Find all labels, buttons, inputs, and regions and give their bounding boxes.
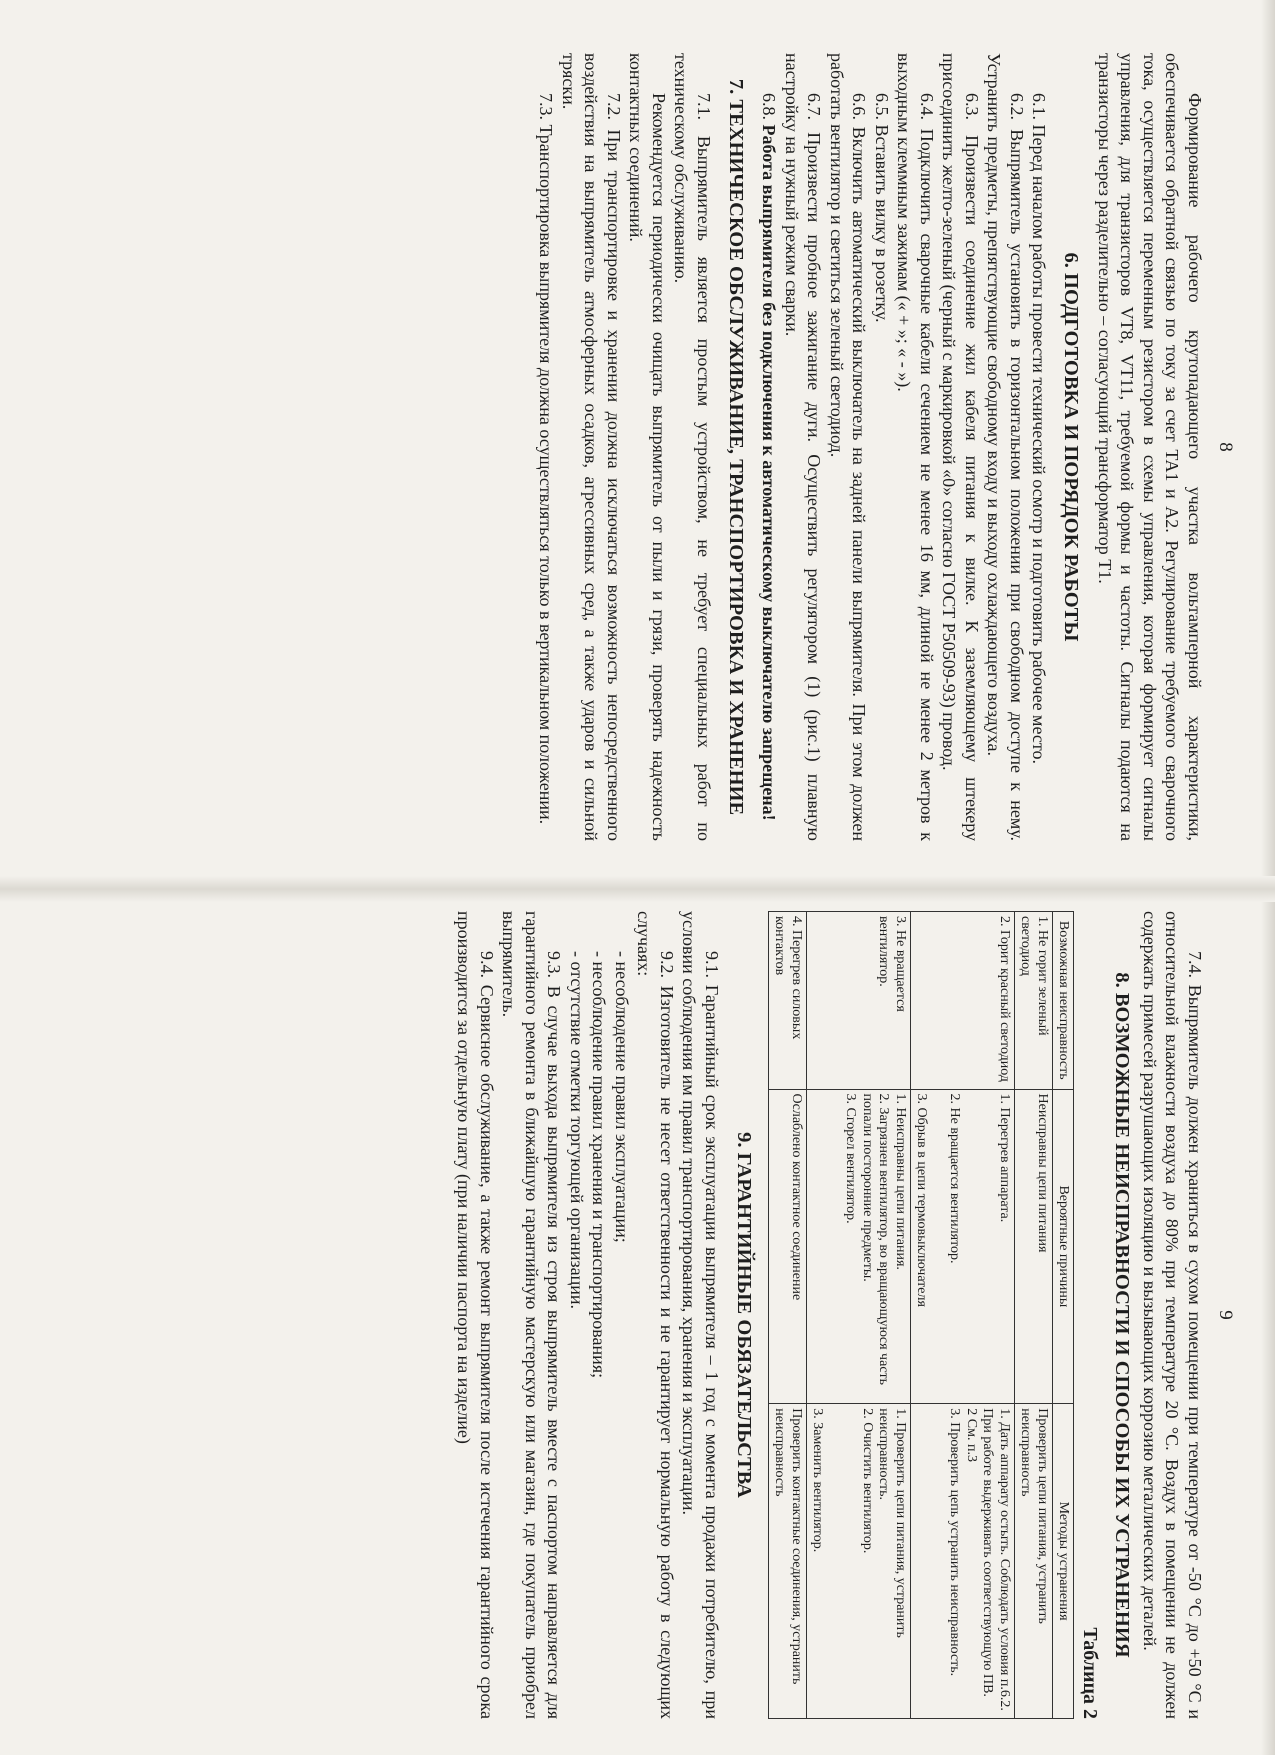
paragraph-9-2: 9.2. Изготовитель не несет ответственности и не гарантирует нормальную работу в следующих случаях: [634,911,677,1719]
paragraph-6-1: 6.1. Перед началом работы провести технический осмотр и подготовить рабочее место. [1029,93,1049,765]
section-7-heading: 7. ТЕХНИЧЕСКОЕ ОБСЛУЖИВАНИЕ, ТРАНСПОРТИРОВКА И ХРАНЕНИЕ [724,78,747,816]
list-item: - несоблюдение правил хранения и транспортирования; [589,951,610,1379]
page-number: 8 [1214,442,1236,452]
table-cell: Проверить цепи питания, устранить неисправность [1015,1404,1053,1719]
table-cell: 1. Неисправны цепи питания. 2. Загрязнен вентилятор, во вращающуюся часть попали посторонние предметы. 3. Сгорел вентилятор. [807,1089,911,1404]
table-title: Таблица 2 [1079,1627,1102,1719]
paragraph-6-8-warning: Работа выпрямителя без подключения к автоматическому выключателю запрещена! [759,124,779,821]
page-9 [78,905,1238,1725]
table-header-cell: Вероятные причины [1053,1089,1075,1404]
list-item: - несоблюдение правил эксплуатации; [612,951,632,1243]
table-row [807,912,911,1719]
page-fold [0,876,1275,902]
page-8 [78,47,1238,847]
section-6-heading: 6. ПОДГОТОВКА И ПОРЯДОК РАБОТЫ [1060,252,1082,642]
table-cell: 2. Горит красный светодиод [911,912,1015,1090]
paragraph-7-1: 7.1. Выпрямитель является простым устройством, не требует специальных работ по техническому обслуживанию. [671,53,714,841]
table-cell: 3. Не вращается вентилятор. [807,912,911,1090]
section-8-heading: 8. ВОЗМОЖНЫЕ НЕИСПРАВНОСТИ И СПОСОБЫ ИХ УСТРАНЕНИЯ [1111,972,1134,1658]
table-row [769,912,807,1719]
page-number: 9 [1215,1310,1236,1320]
paragraph-7-4: 7.4. Выпрямитель должен храниться в сухом помещении при температуре от -50 °С до +50 °С и относительной влажности воздуха до 80% при температуре 20 °С. Воздух в помещении не должен содержать примесей разрушающих изоляцию и вызывающих коррозию металлических деталей. [1140,911,1205,1719]
paragraph-6-8-number: 6.8. [759,93,779,120]
paragraph-9-1: 9.1. Гарантийный срок эксплуатации выпрямителя – 1 год с момента продажи потребителю, при условии соблюдения им правил транспортирования, хранения и эксплуатации. [679,911,722,1719]
table-cell: 1. Не горит зеленый светодиод [1015,912,1053,1090]
paragraph-6-5: 6.5. Вставить вилку в розетку. [871,93,892,323]
table-row [1015,912,1053,1719]
paragraph-intro: Формирование рабочего крутопадающего участка вольтамперной характеристики, обеспечивается обратной связью по току за счет ТА1 и А2. Регулирование требуемого сварочного тока, осуществляется переменным резистором в схемы управления, которая формирует сигналы управления, для транзисторов VT8, VT11, требуемой формы и частоты. Сигналы подаются на транзисторы через разделительно – согласующий трансформатор Т1. [1094,53,1205,841]
table-header-row [1053,912,1075,1719]
section-9-heading: 9. ГАРАНТИЙНЫЕ ОБЯЗАТЕЛЬСТВА [733,1132,755,1498]
paragraph-6-6: 6.6. Включить автоматический выключатель на задней панели выпрямителя. При этом должен работать вентилятор и светиться зеленый светодиод. [826,53,869,841]
table-cell: 1. Перегрев аппарата. 2. Не вращается вентилятор. 3. Обрыв в цепи термовыключателя [911,1089,1015,1404]
paragraph-7-3: 7.3. Транспортировка выпрямителя должна осуществляться только в вертикальном положении. [536,93,556,825]
table-row [911,912,1015,1719]
paragraph-6-4: 6.4. Подключить сварочные кабели сечением не менее 16 мм, длиной не менее 2 метров к выходным клеммным зажимам (« + »; « - »). [894,53,937,841]
paragraph-7-2: 7.2. При транспортировке и хранении должна исключаться возможность непосредственного воздействия на выпрямитель атмосферных осадков, агрессивных сред, а также ударов и сильной тряски. [558,53,624,841]
paragraph-6-7: 6.7. Произвести пробное зажигание дуги. Осуществить регулятором (1) (рис.1) плавную настройку на нужный режим сварки. [781,53,824,841]
table-cell: Проверить контактные соединения, устранить неисправность [769,1404,807,1719]
paragraph-6-2: 6.2. Выпрямитель установить в горизонтальном положении при свободном доступе к нему. Устранить предметы, препятствующие свободному входу и выходу охлаждающего воздуха. [984,53,1027,841]
paragraph-9-3: 9.3. В случае выхода выпрямителя из строя выпрямитель вместе с паспортом направляется для гарантийного ремонта в ближайшую гарантийную мастерскую или магазин, где покупатель приобрел выпрямитель. [499,911,565,1719]
table-header-cell: Методы устранения [1053,1404,1075,1719]
table-cell: Неисправны цепи питания [1015,1089,1053,1404]
paragraph-6-3: 6.3. Произвести соединение жил кабеля питания к вилке. К заземляющему штекеру присоединить желто-зеленый (черный с маркировкой «0» согласно ГОСТ Р50509-93) провод. [939,53,982,841]
table-cell: 4. Перегрев силовых контактов [769,912,807,1090]
table-header-cell: Возможная неисправность [1053,912,1075,1090]
table-cell: 1. Проверить цепи питания, устранить неисправность. 2. Очистить вентилятор. 3. Заменить вентилятор. [807,1404,911,1719]
paragraph-6-8 [758,53,781,841]
paragraph-9-4: 9.4. Сервисное обслуживание, а также ремонт выпрямителя после истечения гарантийного срока производится за отдельную плату (при наличии паспорта на изделие) [454,911,497,1719]
list-item: - отсутствие отметки торгующей организации. [567,951,587,1309]
table-cell: Ослаблено контактное соединение [769,1089,807,1404]
faults-table [768,911,1075,1719]
paragraph-7-1-b: Рекомендуется периодически очищать выпрямитель от пыли и грязи, проверять надежность контактных соединений. [626,53,669,841]
table-cell: 1. Дать аппарату остыть. Соблюдать условия п.6.2. При работе выдерживать соответствующую ПВ. 2 См. п.3 3. Проверить цепь устранить неисправность. [911,1404,1015,1719]
